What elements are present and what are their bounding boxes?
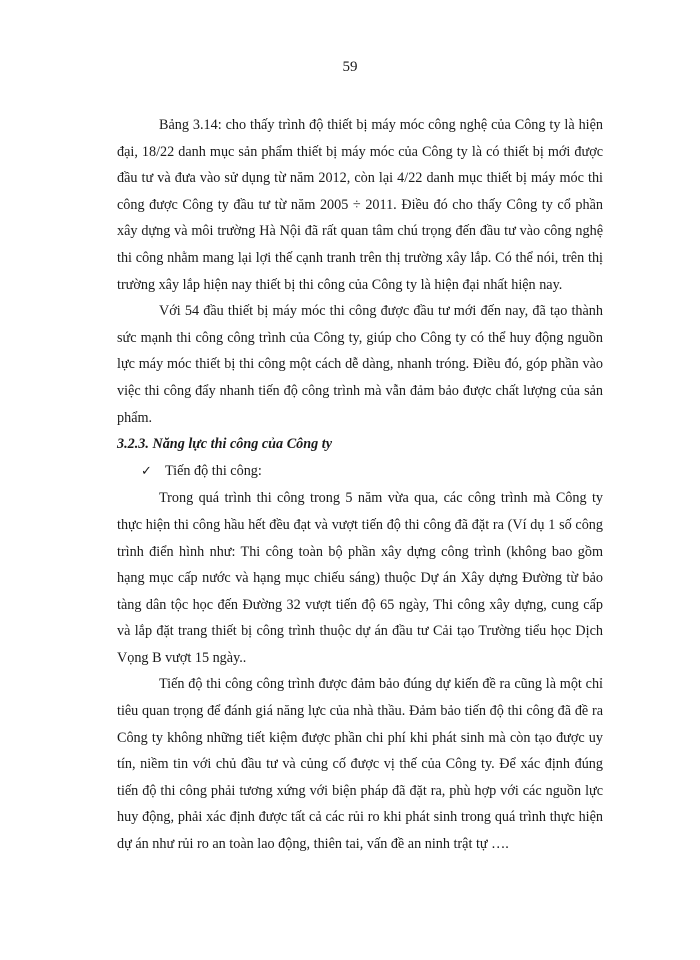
section-heading: 3.2.3. Năng lực thi công của Công ty [117, 436, 333, 453]
paragraph-schedule-importance: Tiến độ thi công công trình được đảm bảo đúng dự kiến đề ra cũng là một chỉ tiêu quan trọng để đánh giá năng lực của nhà thầu. Đảm bảo tiến độ thi công đã đề ra Công ty không những tiết kiệm được phần chi phí khi phát sinh mà còn tạo được uy tín, niềm tin với chủ đầu tư và củng cố được vị thế của Công ty. Để xác định đúng tiến độ thi công phải tương xứng với biện pháp đã đặt ra, phù hợp với các nguồn lực huy động, phải xác định được tất cả các rủi ro khi phát sinh trong quá trình thực hiện dự án như rủi ro an toàn lao động, thiên tai, vấn đề an ninh trật tự …. [117, 676, 603, 853]
paragraph-equipment-level: Bảng 3.14: cho thấy trình độ thiết bị máy móc công nghệ của Công ty là hiện đại, 18/22 danh mục sản phẩm thiết bị máy móc của Công ty là có thiết bị mới được đầu tư và đưa vào sử dụng từ năm 2012, còn lại 4/22 danh mục thiết bị máy móc thi công được Công ty đầu tư từ năm 2005 ÷ 2011. Điều đó cho thấy Công ty cổ phần xây dựng và môi trường Hà Nội đã rất quan tâm chú trọng đến đầu tư vào công nghệ thi công nhằm mang lại lợi thế cạnh tranh trên thị trường xây lắp. Có thể nói, trên thị trường xây lắp hiện nay thiết bị thi công của Công ty là hiện đại nhất hiện nay. [117, 117, 603, 293]
paragraph-schedule-results: Trong quá trình thi công trong 5 năm vừa qua, các công trình mà Công ty thực hiện thi công hầu hết đều đạt và vượt tiến độ thi công đã đặt ra (Ví dụ 1 số công trình điển hình như: Thi công toàn bộ phần xây dựng công trình (không bao gồm hạng mục cấp nước và hạng mục chiếu sáng) thuộc Dự án Xây dựng Đường từ bảo tàng dân tộc học đến Đường 32 vượt tiến độ 65 ngày, Thi công xây dựng, cung cấp và lắp đặt trang thiết bị công trình thuộc dự án đầu tư Cải tạo Trường tiểu học Dịch Vọng B vượt 15 ngày.. [117, 490, 603, 666]
body-text [117, 112, 603, 858]
page-number: 59 [342, 59, 358, 75]
paragraph-equipment-strength: Với 54 đầu thiết bị máy móc thi công được đầu tư mới đến nay, đã tạo thành sức mạnh thi công công trình của Công ty, giúp cho Công ty có thể huy động nguồn lực máy móc thiết bị thi công một cách dễ dàng, nhanh tróng. Điều đó, góp phần vào việc thi công đẩy nhanh tiến độ công trình mà vẫn đảm bảo được chất lượng của sản phẩm. [117, 303, 603, 426]
bullet-schedule [117, 458, 603, 486]
bullet-label: Tiến độ thi công: [165, 462, 262, 479]
check-icon: ✓ [141, 463, 152, 479]
